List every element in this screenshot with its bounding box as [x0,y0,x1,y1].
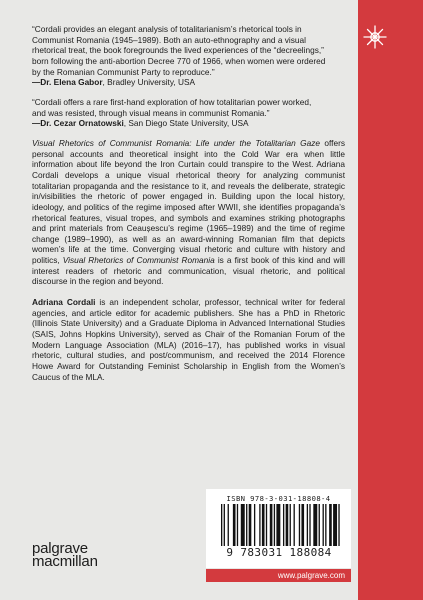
back-cover-text [32,24,345,382]
quote-2-line: “Cordali offers a rare first-hand exploration of how totalitarian power worked, [32,96,312,107]
quote-1-line: born following the anti-abortion Decree 770 of 1966, when women were ordered [32,55,326,66]
author-bio-text: is an independent scholar, professor, technical writer for federal agencies, and article editor for academic publishers. She has a PhD in Rhetoric (Illinois State University) and a Graduate Diploma in Advanced International Studies (SAIS, Johns Hopkins University), served as Chair of the Romanian Forum of the Modern Language Association (MLA) (2016–17), has published works in visual rhetoric, cultural studies, and post/communism, and received the 2014 Florence Howe Award for Outstanding Feminist Scholarship in English from the Women’s Caucus of the MLA. [32,297,346,382]
accent-band [358,0,423,600]
quote-2-attribution [32,118,345,129]
quote-1-attribution [32,77,345,88]
description-text: offers personal accounts and theoretical insight into the Cold War era when little information about life beyond the Iron Curtain could transpire to the West. Adriana Cordali develops a unique visual rhetorical theory for analyzing communist totalitarian propaganda and the resistance to it, and reveals the deliberate, strategic in/visibilities the rhetoric of power engaged in. Building upon the local history, ideology, and politics of the regime imposed after WWII, she identifies propaganda’s rhetorical features, visual tropes, and symbols and examines striking photographs and print materials from Ceaușescu’s regime (1965–1989) and the time of regime change (1989–1990), as well as an award-winning Romanian film that depicts women’s life at the time. Converging visual rhetoric and culture with history and politics, [32,137,345,266]
quote-1-line: Communist Romania (1945–1989). Both an auto-ethnography and a visual [32,34,306,45]
barcode-digits: 9 783031 188084 [226,546,332,559]
quote-1-line: rhetorical treat, the book foregrounds the lived experiences of the “decreelings,” [32,45,324,56]
publisher-name-line: palgrave [32,540,88,557]
book-title: Visual Rhetorics of Communist Romania [62,255,215,266]
barcode-panel [206,489,351,568]
quote-2-line: and was resisted, through visual means in communist Romania.” [32,107,270,118]
barcode-icon [221,504,341,546]
isbn-label: ISBN 978-3-031-18808-4 [226,494,331,503]
quote-1-line: “Cordali provides an elegant analysis of totalitarianism’s rhetorical tools in [32,24,302,34]
publisher-url[interactable]: www.palgrave.com [206,569,351,582]
reviewer-name: —Dr. Cezar Ornatowski [32,118,124,129]
palgrave-sunburst-icon [360,22,390,52]
author-name: Adriana Cordali [32,297,96,308]
quote-1-line: by the Romanian Communist Party to reproduce.” [32,66,215,77]
publisher-logo [32,542,98,568]
description-text: is a first book of this kind and will interest readers of rhetoric and communication, visual rhetoric, and political discourse in the region and beyond. [32,255,345,287]
reviewer-affiliation: , Bradley University, USA [102,77,196,88]
reviewer-affiliation: , San Diego State University, USA [123,118,249,129]
quote-2 [32,97,345,118]
book-title: Visual Rhetorics of Communist Romania: Life under the Totalitarian Gaze [32,137,320,148]
publisher-name-line: macmillan [32,553,98,570]
book-description [32,138,345,287]
author-bio [32,297,345,382]
quote-1 [32,24,345,77]
reviewer-name: —Dr. Elena Gabor [32,77,103,88]
